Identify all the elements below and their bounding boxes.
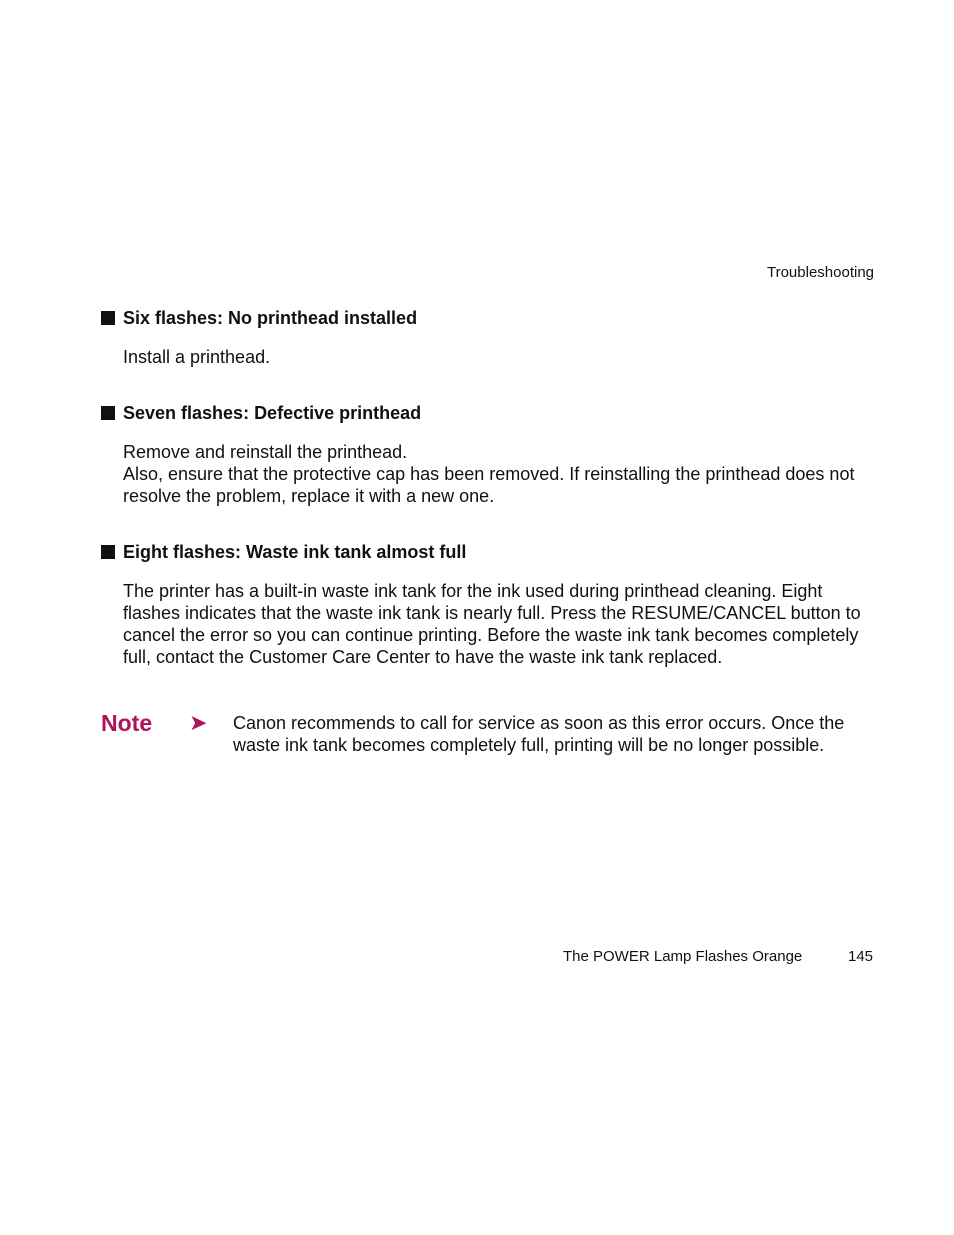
- paragraph: Install a printhead.: [123, 347, 271, 367]
- note-text: Canon recommends to call for service as soon as this error occurs. Once the waste ink tank becomes completely full, printing will be no longer possible.: [233, 713, 845, 755]
- running-header: Troubleshooting: [766, 264, 874, 281]
- section-body-seven-flashes: [123, 441, 863, 507]
- section-heading-text: Six flashes: No printhead installed: [123, 308, 418, 328]
- footer-chapter-title: The POWER Lamp Flashes Orange: [563, 948, 803, 965]
- section-heading-eight-flashes: [101, 541, 466, 563]
- section-body-six-flashes: [123, 346, 863, 368]
- square-bullet-icon: [101, 311, 115, 325]
- paragraph: Remove and reinstall the printhead.: [123, 442, 408, 462]
- paragraph: Also, ensure that the protective cap has been removed. If reinstalling the printhead does not resolve the problem, replace it with a new one.: [123, 464, 855, 506]
- paragraph: The printer has a built-in waste ink tank for the ink used during printhead cleaning. Eight flashes indicates that the waste ink tank is nearly full. Press the RESUME/CANCEL button to cancel the error so you can continue printing. Before the waste ink tank becomes completely full, contact the Customer Care Center to have the waste ink tank replaced.: [123, 581, 861, 667]
- section-heading-text: Seven flashes: Defective printhead: [123, 403, 422, 423]
- section-heading-six-flashes: [101, 307, 417, 329]
- page-number: 145: [848, 948, 874, 965]
- square-bullet-icon: [101, 406, 115, 420]
- section-body-eight-flashes: [123, 580, 863, 668]
- arrow-right-icon: ➤: [189, 710, 208, 735]
- section-heading-seven-flashes: [101, 402, 421, 424]
- section-heading-text: Eight flashes: Waste ink tank almost full: [123, 542, 467, 562]
- square-bullet-icon: [101, 545, 115, 559]
- note-label: Note: [101, 710, 153, 736]
